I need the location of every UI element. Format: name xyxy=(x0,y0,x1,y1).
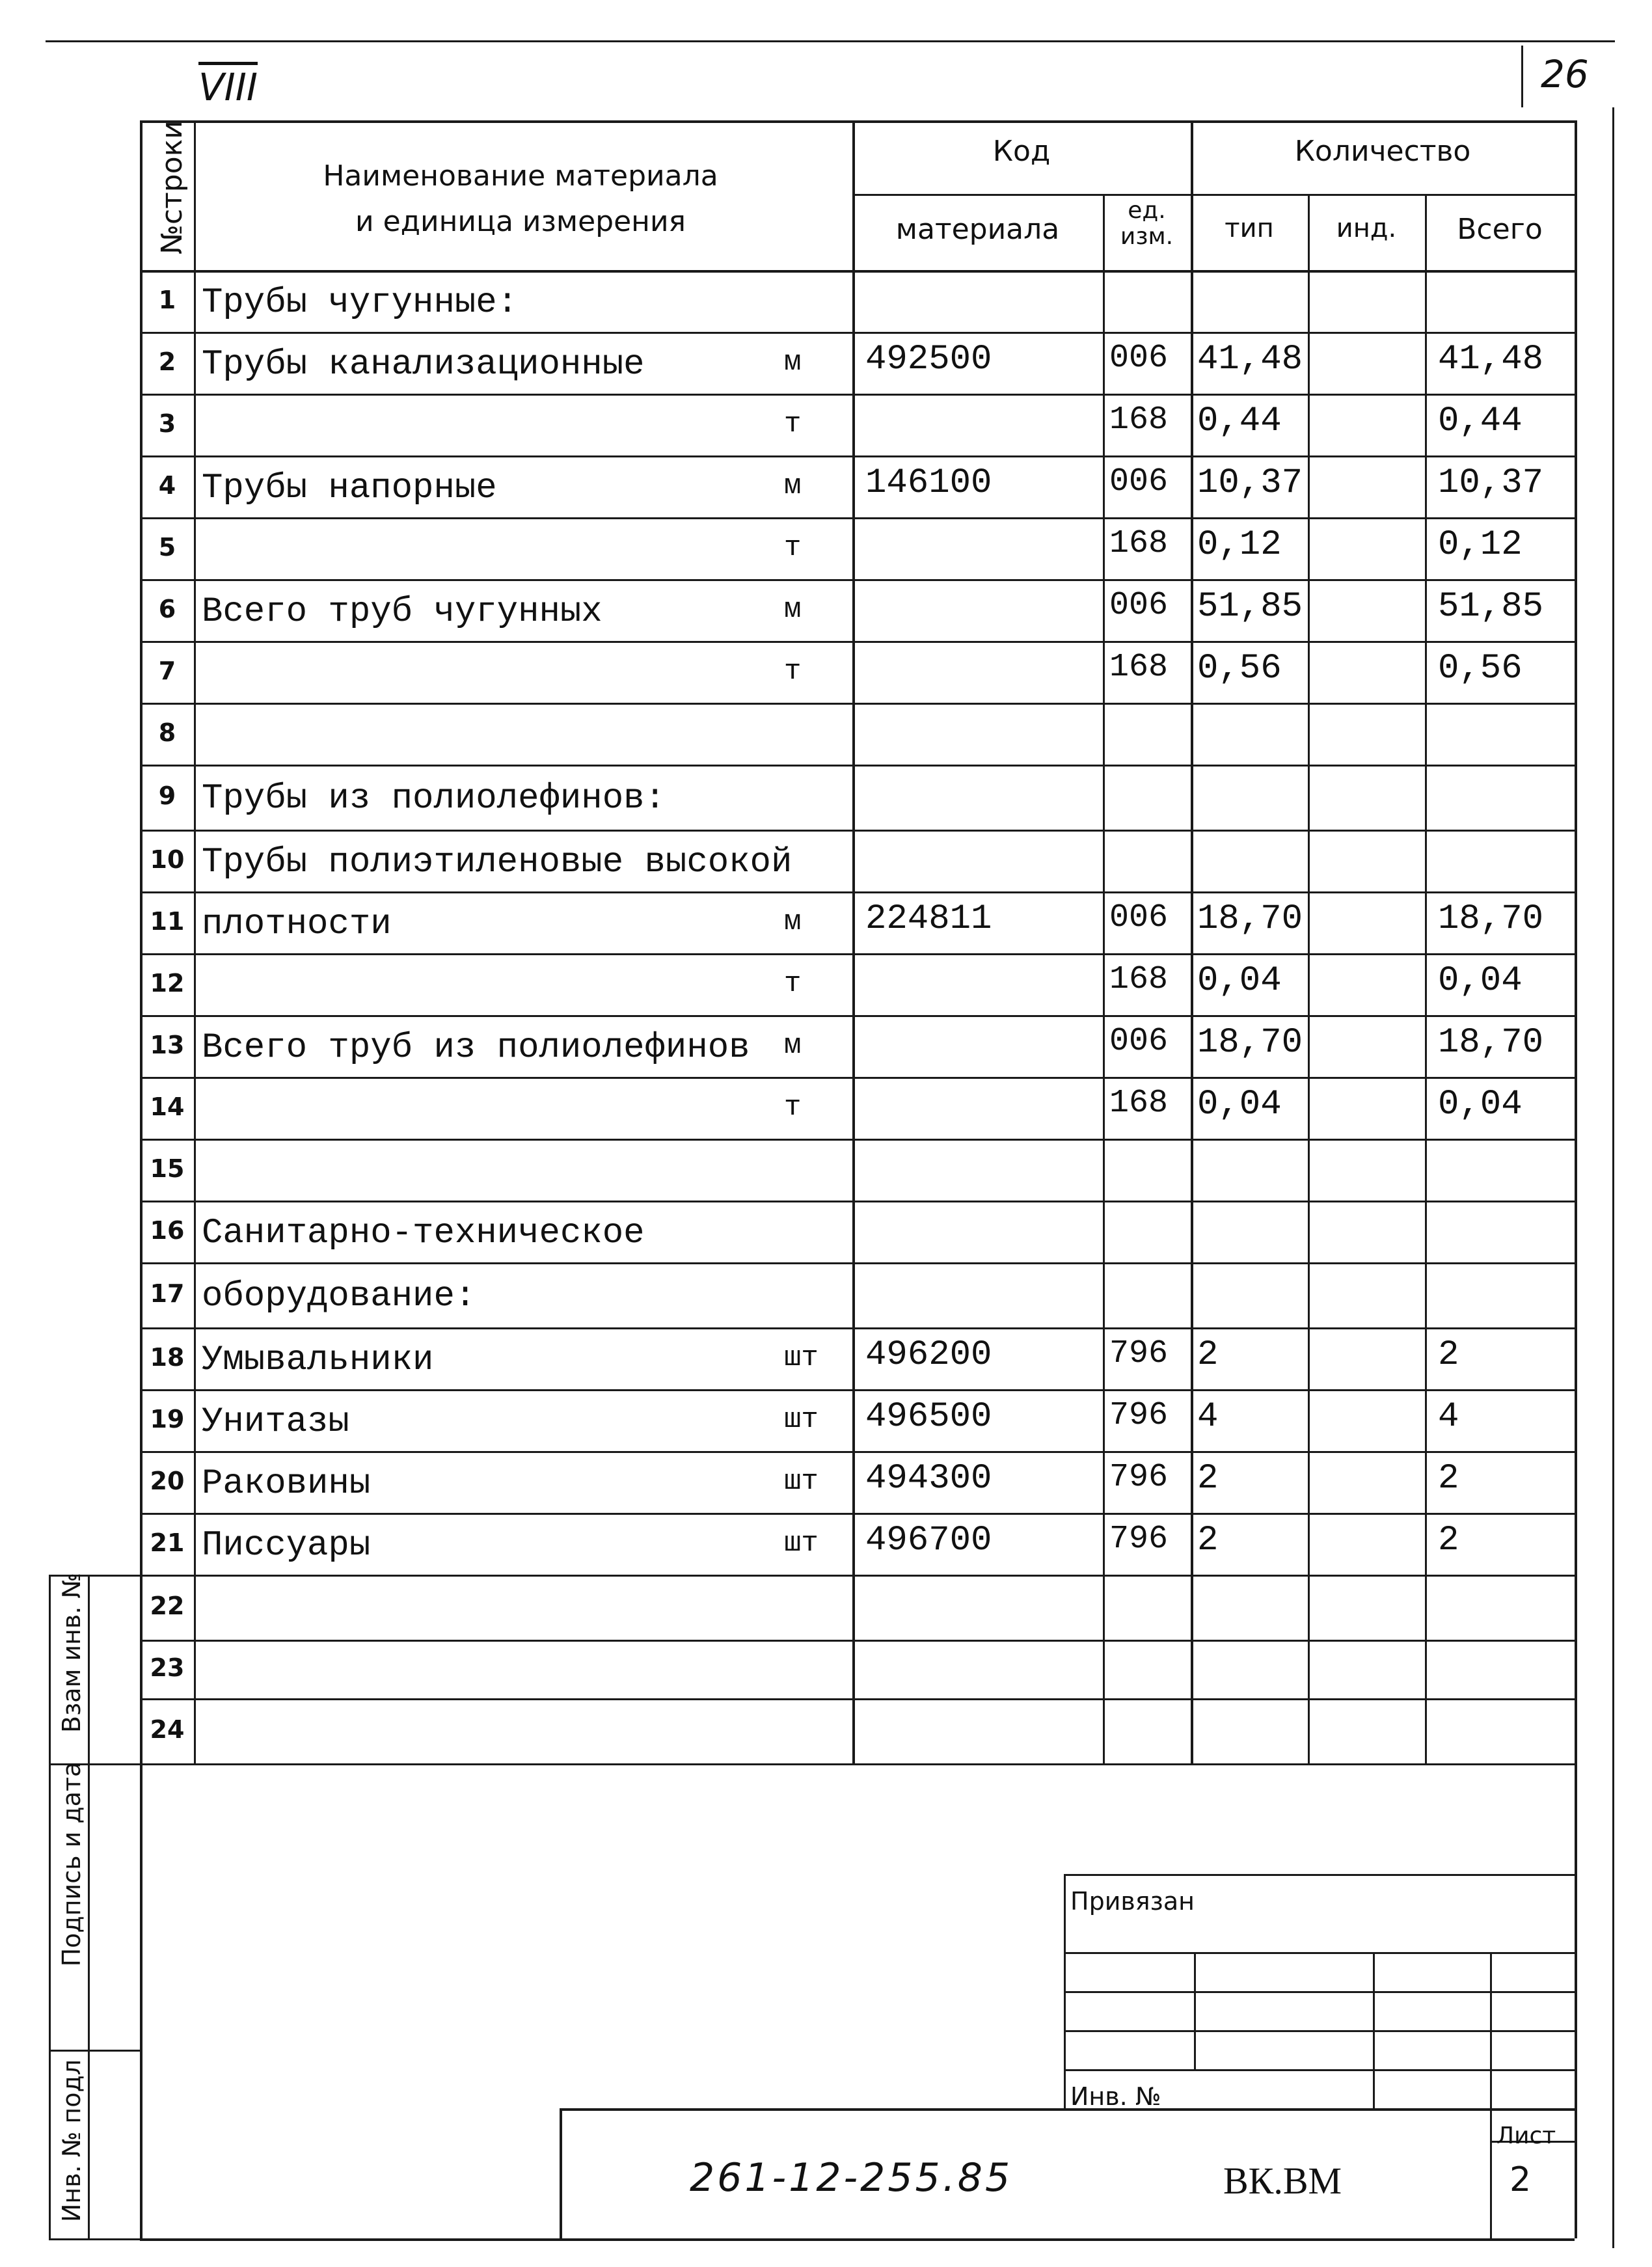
total-header: Всего xyxy=(1457,213,1543,246)
row-line xyxy=(140,1451,1575,1453)
quantity-total: 0,04 xyxy=(1438,960,1523,1001)
row-number: 11 xyxy=(150,906,185,936)
stamp-r4 xyxy=(1064,2069,1575,2071)
row-number: 18 xyxy=(150,1342,185,1372)
row-number: 17 xyxy=(150,1279,185,1308)
row-number: 24 xyxy=(150,1715,185,1744)
stamp-r1 xyxy=(1064,1952,1575,1954)
row-line xyxy=(140,703,1575,705)
row-line xyxy=(140,270,1575,273)
material-name: плотности xyxy=(202,904,392,944)
quantity-total: 10,37 xyxy=(1438,463,1544,503)
material-name: оборудование: xyxy=(202,1277,476,1316)
quantity-total: 2 xyxy=(1438,1520,1459,1560)
row-line xyxy=(140,1389,1575,1391)
unit-code: 796 xyxy=(1109,1396,1169,1434)
quantity-total: 41,48 xyxy=(1438,339,1544,379)
row-line xyxy=(140,1698,1575,1700)
row-line xyxy=(140,1201,1575,1202)
material-name: Трубы полиэтиленовые высокой xyxy=(202,842,792,882)
quantity-total: 0,56 xyxy=(1438,648,1523,688)
side-left-line xyxy=(49,1575,51,2238)
row-line xyxy=(140,517,1575,519)
quantity-typ: 0,44 xyxy=(1197,401,1282,441)
row-number: 1 xyxy=(158,285,176,314)
title-block-top xyxy=(560,2108,1575,2111)
unit-code: 168 xyxy=(1109,524,1169,562)
title-block-left xyxy=(560,2108,562,2238)
quantity-typ: 2 xyxy=(1197,1335,1219,1375)
table-top-line xyxy=(140,120,1575,123)
name-header-line2: и единица измерения xyxy=(355,205,686,238)
quantity-typ: 0,12 xyxy=(1197,524,1282,565)
unit: т xyxy=(784,1091,802,1124)
row-number: 22 xyxy=(150,1592,185,1620)
unit: шт xyxy=(784,1403,819,1436)
unit-header-line1: ед. xyxy=(1128,197,1166,224)
document-number: 261-12-255.85 xyxy=(690,2155,1013,2201)
col-line-num xyxy=(194,120,196,1763)
material-name: Трубы канализационные xyxy=(202,344,645,385)
quantity-typ: 2 xyxy=(1197,1458,1219,1499)
row-line xyxy=(140,953,1575,955)
material-code-header: материала xyxy=(895,213,1060,246)
quantity-total: 2 xyxy=(1438,1335,1459,1375)
unit-code: 006 xyxy=(1109,1022,1169,1060)
quantity-typ: 41,48 xyxy=(1197,339,1303,379)
row-number: 15 xyxy=(150,1154,185,1183)
unit-header-line2: изм. xyxy=(1120,223,1174,250)
row-number: 8 xyxy=(158,718,176,747)
table-right-line xyxy=(1575,120,1577,2238)
quantity-total: 0,12 xyxy=(1438,524,1523,565)
row-number: 16 xyxy=(150,1215,185,1245)
unit: м xyxy=(784,1029,802,1062)
row-line xyxy=(140,455,1575,457)
row-number: 5 xyxy=(158,532,176,562)
material-code: 224811 xyxy=(865,899,992,939)
unit-code: 006 xyxy=(1109,463,1169,500)
material-name: Всего труб из полиолефинов xyxy=(202,1027,750,1068)
quantity-total: 18,70 xyxy=(1438,1022,1544,1063)
row-line xyxy=(140,332,1575,334)
stamp-r2 xyxy=(1064,1991,1575,1993)
page-number-divider xyxy=(1521,46,1523,107)
row-number: 20 xyxy=(150,1466,185,1495)
row-number: 21 xyxy=(150,1528,185,1557)
unit: м xyxy=(784,469,802,502)
material-name: Трубы напорные xyxy=(202,468,497,508)
col-line-typ xyxy=(1191,120,1193,1763)
unit: м xyxy=(784,905,802,938)
quantity-typ: 0,04 xyxy=(1197,1084,1282,1124)
row-number: 4 xyxy=(158,470,176,500)
stamp-r3 xyxy=(1064,2030,1575,2032)
material-code: 494300 xyxy=(865,1458,992,1499)
row-line xyxy=(140,1077,1575,1079)
row-line xyxy=(140,1327,1575,1329)
unit-code: 168 xyxy=(1109,1084,1169,1122)
col-line-unit xyxy=(1103,194,1105,1763)
row-number: 19 xyxy=(150,1404,185,1433)
stamp-c1 xyxy=(1194,1952,1196,2069)
section-mark: VIII xyxy=(198,65,258,109)
row-line xyxy=(140,1262,1575,1264)
bottom-line xyxy=(140,2238,1575,2241)
row-line xyxy=(140,579,1575,581)
unit: т xyxy=(784,967,802,1000)
row-number: 7 xyxy=(158,656,176,685)
unit: т xyxy=(784,407,802,441)
inv-no-label: Инв. № xyxy=(1070,2082,1161,2111)
unit: м xyxy=(784,346,802,379)
material-code: 492500 xyxy=(865,339,992,379)
row-line xyxy=(140,1575,1575,1577)
material-name: Трубы чугунные: xyxy=(202,282,519,323)
quantity-typ: 18,70 xyxy=(1197,899,1303,939)
ind-header: инд. xyxy=(1336,213,1397,243)
unit-code: 006 xyxy=(1109,339,1169,377)
page-number: 26 xyxy=(1541,52,1589,96)
quantity-total: 51,85 xyxy=(1438,586,1544,627)
row-number: 2 xyxy=(158,347,176,376)
stamp-c3 xyxy=(1490,1952,1492,2238)
col-line-total xyxy=(1425,194,1427,1763)
unit-code: 796 xyxy=(1109,1520,1169,1558)
vzam-inv-label: Взам инв. № xyxy=(57,1573,86,1733)
podpis-data-label: Подпись и дата xyxy=(57,1761,86,1967)
unit: шт xyxy=(784,1341,819,1374)
row-number: 3 xyxy=(158,409,176,438)
quantity-typ: 2 xyxy=(1197,1520,1219,1560)
inv-podl-label: Инв. № подл xyxy=(57,2059,86,2223)
row-line xyxy=(140,1763,1575,1765)
row-line xyxy=(140,891,1575,893)
top-rule xyxy=(46,40,1615,42)
quantity-total: 0,04 xyxy=(1438,1084,1523,1124)
row-number: 10 xyxy=(150,845,185,874)
name-header-line1: Наименование материала xyxy=(323,159,718,193)
row-line xyxy=(140,641,1575,643)
unit-code: 796 xyxy=(1109,1458,1169,1496)
privyazan-label: Привязан xyxy=(1070,1887,1195,1916)
row-number: 9 xyxy=(158,781,176,810)
material-name: Писсуары xyxy=(202,1525,371,1566)
unit: шт xyxy=(784,1527,819,1560)
quantity-typ: 18,70 xyxy=(1197,1022,1303,1063)
code-header: Код xyxy=(992,135,1051,168)
material-code: 496500 xyxy=(865,1396,992,1437)
row-number: 14 xyxy=(150,1092,185,1121)
row-number: 12 xyxy=(150,968,185,998)
quantity-typ: 51,85 xyxy=(1197,586,1303,627)
quantity-typ: 4 xyxy=(1197,1396,1219,1437)
page-right-line xyxy=(1612,107,1614,2248)
stamp-top xyxy=(1064,1874,1575,1876)
material-name: Умывальники xyxy=(202,1340,434,1380)
stamp-c2 xyxy=(1373,1952,1375,2108)
unit-code: 168 xyxy=(1109,648,1169,686)
col-line-name xyxy=(852,120,855,1763)
row-line xyxy=(140,1015,1575,1017)
unit: т xyxy=(784,655,802,688)
material-name: Раковины xyxy=(202,1463,371,1504)
row-line xyxy=(140,765,1575,767)
unit: м xyxy=(784,593,802,626)
typ-header: тип xyxy=(1225,213,1274,243)
sheet-number: 2 xyxy=(1510,2160,1532,2199)
quantity-typ: 0,56 xyxy=(1197,648,1282,688)
material-name: Всего труб чугунных xyxy=(202,591,603,632)
row-line xyxy=(140,1513,1575,1515)
material-code: 146100 xyxy=(865,463,992,503)
unit: шт xyxy=(784,1465,819,1498)
row-number: 6 xyxy=(158,594,176,623)
row-line xyxy=(140,394,1575,396)
unit-code: 006 xyxy=(1109,586,1169,624)
material-name: Санитарно-техническое xyxy=(202,1213,645,1253)
col-line-ind xyxy=(1308,194,1310,1763)
unit-code: 168 xyxy=(1109,401,1169,439)
row-line xyxy=(140,830,1575,832)
quantity-total: 0,44 xyxy=(1438,401,1523,441)
quantity-typ: 10,37 xyxy=(1197,463,1303,503)
material-code: 496700 xyxy=(865,1520,992,1560)
row-number: 23 xyxy=(150,1653,185,1682)
sheet-label: Лист xyxy=(1496,2123,1556,2149)
unit-code: 796 xyxy=(1109,1335,1169,1372)
row-number-header: №строки xyxy=(156,120,189,254)
header-mid-line xyxy=(852,194,1575,196)
material-name: Унитазы xyxy=(202,1402,349,1442)
quantity-typ: 0,04 xyxy=(1197,960,1282,1001)
document-code: ВК.ВМ xyxy=(1223,2160,1342,2202)
unit-code: 168 xyxy=(1109,960,1169,998)
quantity-total: 18,70 xyxy=(1438,899,1544,939)
row-number: 13 xyxy=(150,1030,185,1059)
material-name: Трубы из полиолефинов: xyxy=(202,779,666,819)
unit: т xyxy=(784,531,802,564)
unit-code: 006 xyxy=(1109,899,1169,936)
row-line xyxy=(140,1139,1575,1141)
quantity-total: 2 xyxy=(1438,1458,1459,1499)
row-line xyxy=(140,1640,1575,1642)
quantity-header: Количество xyxy=(1294,135,1471,168)
material-code: 496200 xyxy=(865,1335,992,1375)
quantity-total: 4 xyxy=(1438,1396,1459,1437)
